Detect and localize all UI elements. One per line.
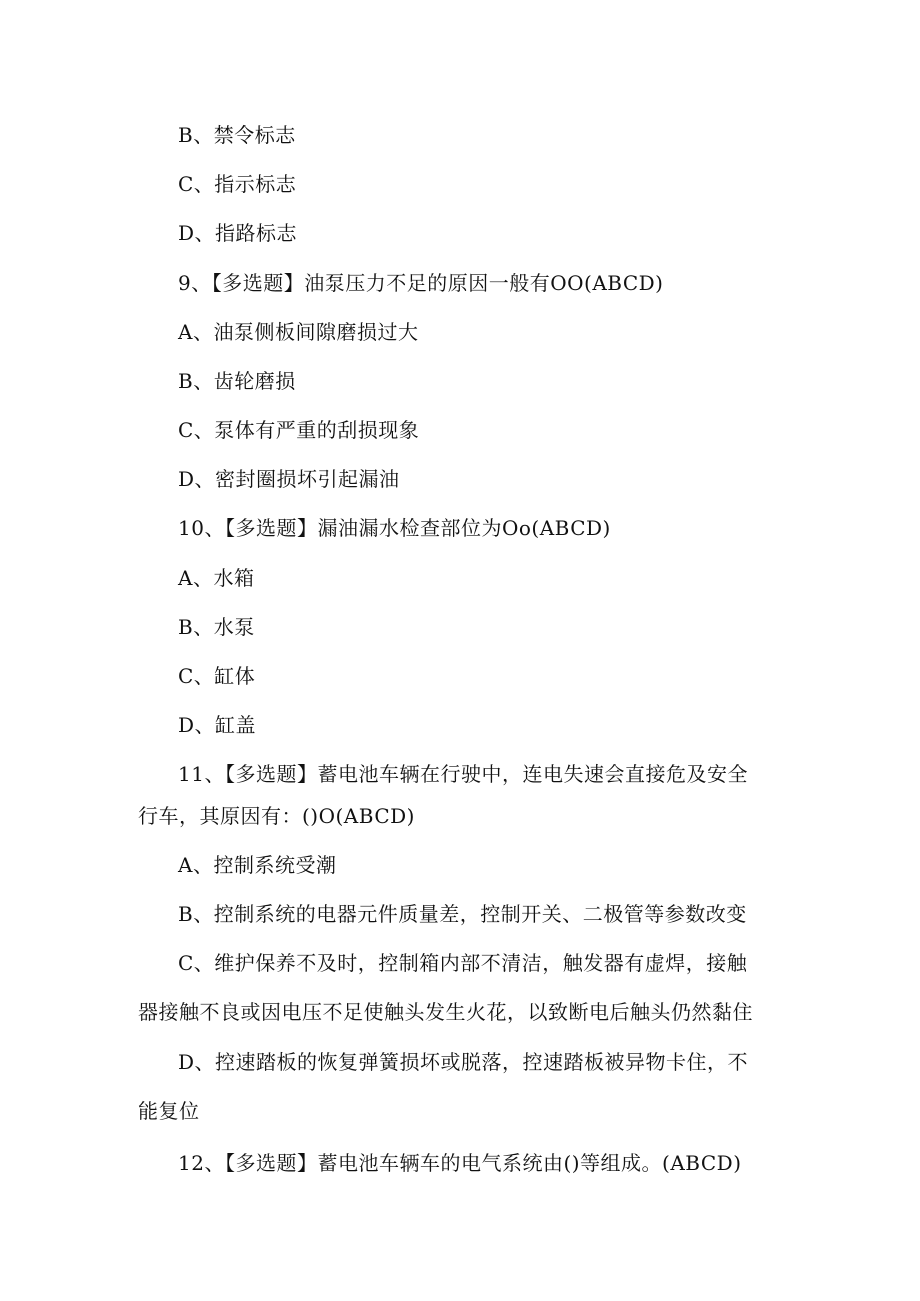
q8-option-c: C、指示标志 xyxy=(178,172,297,196)
q10-question: 10、【多选题】漏油漏水检查部位为Oo(ABCD) xyxy=(178,516,611,540)
q9-question: 9、【多选题】油泵压力不足的原因一般有OO(ABCD) xyxy=(178,271,664,295)
q11-option-d-cont: 能复位 xyxy=(138,1099,200,1123)
q9-option-a: A、油泵侧板间隙磨损过大 xyxy=(178,320,419,344)
q8-option-b: B、禁令标志 xyxy=(178,123,296,147)
q11-option-c: C、维护保养不及时，控制箱内部不清洁，触发器有虚焊，接触 xyxy=(178,951,748,975)
q10-option-c: C、缸体 xyxy=(178,664,256,688)
q9-option-b: B、齿轮磨损 xyxy=(178,369,296,393)
q10-option-d: D、缸盖 xyxy=(178,713,257,737)
q11-option-d: D、控速踏板的恢复弹簧损坏或脱落，控速踏板被异物卡住，不 xyxy=(178,1050,749,1074)
q11-option-a: A、控制系统受潮 xyxy=(178,853,337,877)
q11-question-cont: 行车，其原因有：()O(ABCD) xyxy=(138,804,415,828)
q8-option-d: D、指路标志 xyxy=(178,221,298,245)
q9-option-c: C、泵体有严重的刮损现象 xyxy=(178,418,420,442)
q11-question: 11、【多选题】蓄电池车辆在行驶中，连电失速会直接危及安全 xyxy=(178,762,748,786)
q9-option-d: D、密封圈损坏引起漏油 xyxy=(178,467,400,491)
q11-option-c-cont: 器接触不良或因电压不足使触头发生火花，以致断电后触头仍然黏住 xyxy=(138,1000,753,1024)
q10-option-a: A、水箱 xyxy=(178,566,255,590)
q12-question: 12、【多选题】蓄电池车辆车的电气系统由()等组成。(ABCD) xyxy=(178,1151,742,1175)
q11-option-b: B、控制系统的电器元件质量差，控制开关、二极管等参数改变 xyxy=(178,902,747,926)
q10-option-b: B、水泵 xyxy=(178,615,255,639)
